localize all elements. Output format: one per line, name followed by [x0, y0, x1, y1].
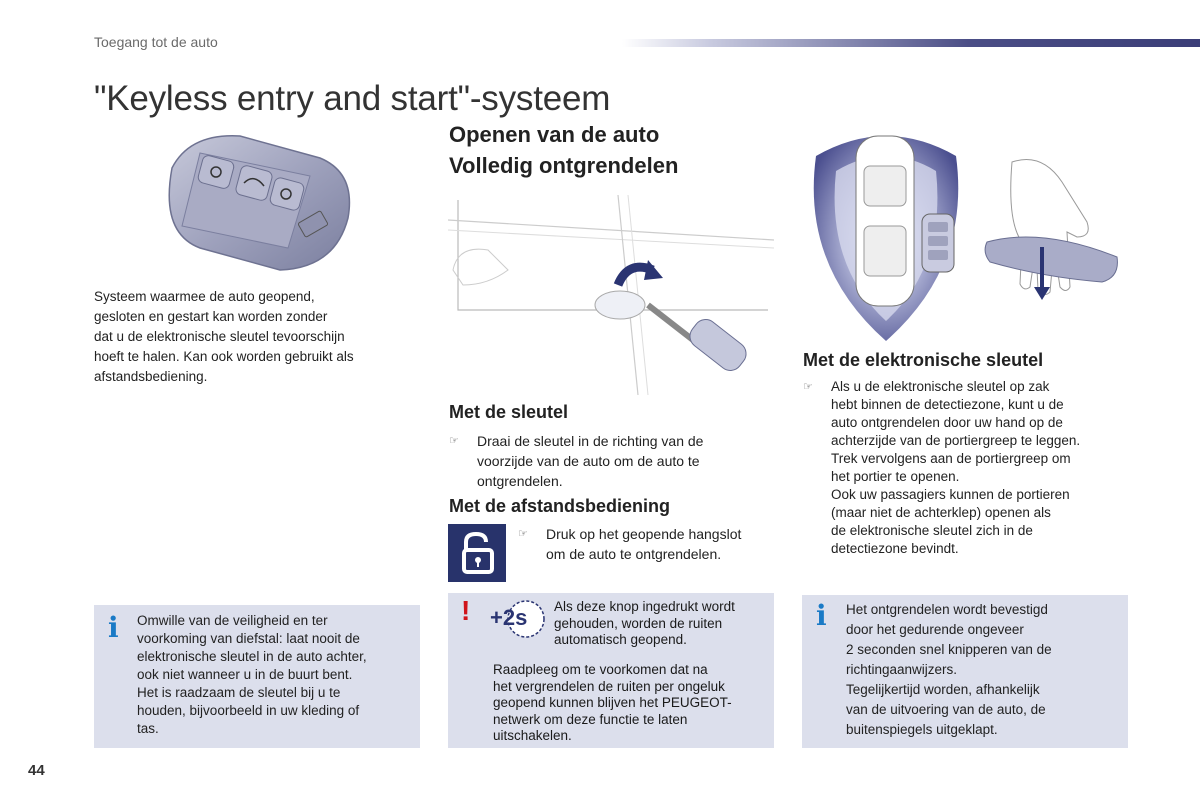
- key-line: voorzijde van de auto om de auto te: [477, 453, 700, 469]
- heading-ontgrendelen: Volledig ontgrendelen: [449, 153, 679, 178]
- heading-openen: Openen van de auto: [449, 122, 660, 147]
- right-line: Ook uw passagiers kunnen de portieren: [831, 487, 1070, 502]
- warning-line: het vergrendelen de ruiten per ongeluk: [493, 678, 725, 694]
- electronic-key-instructions: [803, 378, 1133, 558]
- right-line: detectiezone bevindt.: [831, 541, 959, 556]
- info-safety-text: [137, 612, 412, 738]
- heading-afstandsbediening: Met de afstandsbediening: [449, 496, 671, 516]
- info-line: van de uitvoering van de auto, de: [846, 702, 1046, 717]
- info-line: ook niet wanneer u in de buurt bent.: [137, 667, 353, 682]
- warning-text-bottom: [493, 662, 773, 745]
- info-line: richtingaanwijzers.: [846, 662, 958, 677]
- warning-line: geopend kunnen blijven het PEUGEOT-: [493, 695, 732, 710]
- key-instructions: [449, 431, 769, 491]
- intro-line: hoeft te halen. Kan ook worden gebruikt als: [94, 349, 354, 364]
- warning-line: gehouden, worden de ruiten: [554, 615, 723, 631]
- bullet-icon: ☞: [803, 381, 813, 393]
- intro-line: dat u de elektronische sleutel tevoorschijn: [94, 329, 345, 344]
- page-number: 44: [28, 762, 45, 779]
- warning-line: netwerk om deze functie te laten: [493, 711, 688, 727]
- info-line: door het gedurende ongeveer: [846, 622, 1024, 637]
- info-box-safety: [94, 605, 420, 748]
- right-line: auto ontgrendelen door uw hand op de: [831, 415, 1063, 430]
- header-bar: [622, 39, 1200, 47]
- right-line: Als u de elektronische sleutel op zak: [831, 379, 1050, 394]
- warning-icon: !: [461, 595, 471, 626]
- detection-zone-illustration: [806, 126, 966, 344]
- info-line: Tegelijkertijd worden, afhankelijk: [846, 682, 1040, 697]
- heading-met-de-sleutel: Met de sleutel: [449, 402, 569, 422]
- info-line: Omwille van de veiligheid en ter: [137, 613, 328, 628]
- info-icon: i: [108, 611, 119, 644]
- key-line: Draai de sleutel in de richting van de: [477, 433, 704, 449]
- intro-text: [94, 287, 414, 387]
- warning-text-top: [554, 599, 769, 649]
- badge-label: +2s: [490, 605, 528, 630]
- key-fob-illustration: [160, 128, 356, 273]
- page-title: "Keyless entry and start"-systeem: [94, 79, 611, 118]
- info-line: buitenspiegels uitgeklapt.: [846, 722, 998, 737]
- info-line: voorkoming van diefstal: laat nooit de: [137, 631, 360, 646]
- right-line: achterzijde van de portiergreep te leggen.: [831, 433, 1081, 448]
- bullet-icon: ☞: [518, 528, 528, 540]
- right-line: het portier te openen.: [831, 469, 960, 484]
- info-confirmation-text: [846, 600, 1121, 740]
- plus-2s-badge: [490, 599, 546, 639]
- warning-box-windows: [448, 593, 774, 748]
- intro-line: afstandsbediening.: [94, 369, 208, 384]
- warning-line: Als deze knop ingedrukt wordt: [554, 599, 735, 614]
- warning-line: uitschakelen.: [493, 728, 572, 743]
- intro-line: gesloten en gestart kan worden zonder: [94, 309, 328, 324]
- info-icon: i: [816, 599, 827, 632]
- info-line: houden, bijvoorbeeld in uw kleding of: [137, 703, 360, 718]
- heading-elektronische-sleutel: Met de elektronische sleutel: [803, 350, 1044, 370]
- right-line: (maar niet de achterklep) openen als: [831, 505, 1051, 520]
- info-line: Het is raadzaam de sleutel bij u te: [137, 685, 341, 700]
- door-key-illustration: [448, 190, 774, 395]
- hand-door-handle-illustration: [982, 152, 1122, 302]
- info-line: tas.: [137, 721, 159, 736]
- remote-line: Druk op het geopende hangslot: [546, 526, 742, 542]
- info-line: 2 seconden snel knipperen van de: [846, 642, 1052, 657]
- open-padlock-icon: [448, 524, 506, 582]
- warning-line: automatisch geopend.: [554, 632, 687, 647]
- section-title: Toegang tot de auto: [94, 34, 218, 50]
- remote-instructions: [518, 524, 768, 564]
- right-line: hebt binnen de detectiezone, kunt u de: [831, 397, 1064, 412]
- info-box-confirmation: [802, 595, 1128, 748]
- remote-line: om de auto te ontgrendelen.: [546, 546, 722, 562]
- info-line: Het ontgrendelen wordt bevestigd: [846, 602, 1048, 617]
- warning-line: Raadpleeg om te voorkomen dat na: [493, 662, 708, 677]
- intro-line: Systeem waarmee de auto geopend,: [94, 289, 315, 304]
- right-line: Trek vervolgens aan de portiergreep om: [831, 451, 1071, 466]
- bullet-icon: ☞: [449, 435, 459, 447]
- key-line: ontgrendelen.: [477, 473, 563, 489]
- right-line: de elektronische sleutel zich in de: [831, 523, 1033, 538]
- info-line: elektronische sleutel in de auto achter,: [137, 649, 367, 664]
